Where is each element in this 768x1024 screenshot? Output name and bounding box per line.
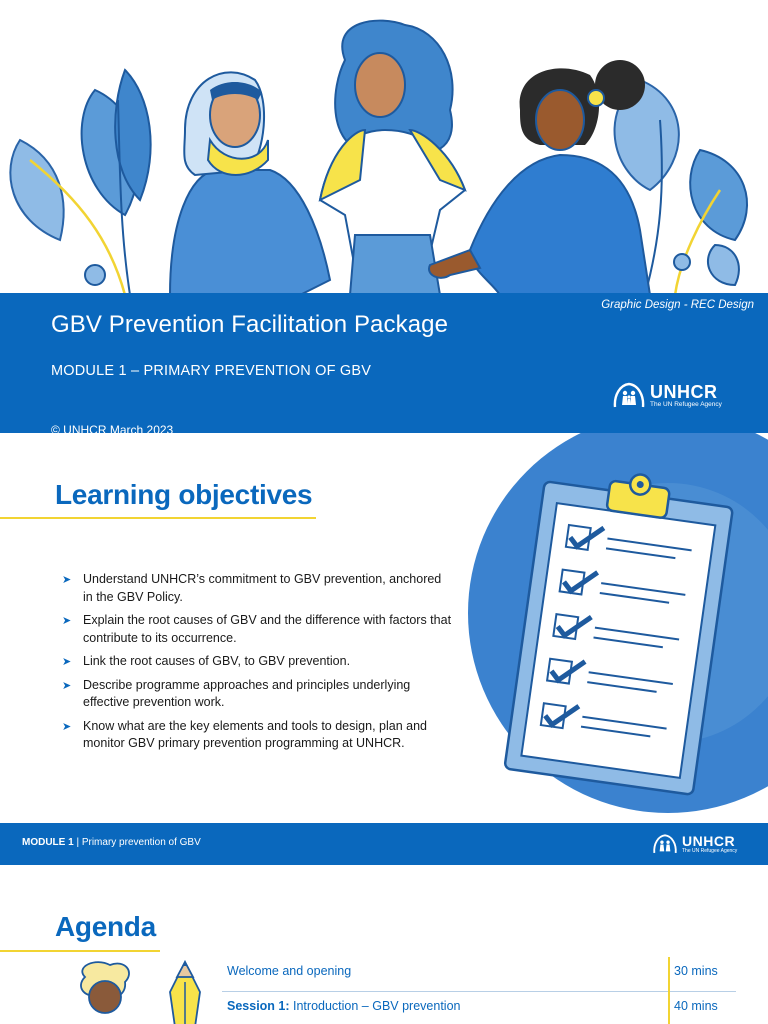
unhcr-logo (612, 381, 722, 411)
objective-text: Know what are the key elements and tools to design, plan and monitor GBV primary prevention programming at UNHCR. (83, 718, 427, 750)
agenda-slide (0, 865, 768, 1024)
objective-text: Link the root causes of GBV, to GBV prevention. (83, 654, 351, 668)
slide-title: Agenda (55, 911, 156, 942)
arrowhead-bullet-icon: ➤ (62, 678, 72, 692)
logo-tagline: The UN Refugee Agency (650, 400, 722, 408)
list-item (62, 653, 452, 671)
objectives-list (62, 571, 452, 759)
module-subtitle: MODULE 1 – PRIMARY PREVENTION OF GBV (51, 363, 372, 379)
unhcr-people-hands-icon (652, 833, 678, 856)
logo-tagline: The UN Refugee Agency (682, 848, 738, 854)
title-underline (0, 517, 316, 519)
women-illustration-icon (0, 0, 768, 295)
pencil-illustration-icon (55, 957, 215, 1024)
session-label: Introduction – GBV prevention (289, 999, 461, 1013)
logo-name: UNHCR (650, 381, 718, 402)
objective-text: Understand UNHCR’s commitment to GBV prevention, anchored in the GBV Policy. (83, 572, 442, 604)
clipboard-checklist-icon (468, 433, 768, 823)
agenda-item (227, 964, 351, 978)
agenda-table (222, 957, 736, 1024)
copyright-text: © UNHCR March 2023 (51, 423, 174, 433)
logo-name: UNHCR (682, 833, 736, 849)
design-credit: Graphic Design - REC Design (601, 299, 754, 311)
unhcr-people-hands-icon (612, 381, 646, 411)
cover-slide (0, 0, 768, 433)
arrowhead-bullet-icon: ➤ (62, 719, 72, 733)
list-item (62, 677, 452, 712)
session-prefix: Session 1: (227, 999, 290, 1013)
slide-title: Learning objectives (55, 479, 313, 510)
list-item (62, 571, 452, 606)
list-item (62, 718, 452, 753)
arrowhead-bullet-icon: ➤ (62, 655, 72, 668)
footer-module-label (22, 837, 201, 848)
column-divider (668, 992, 670, 1024)
arrowhead-bullet-icon: ➤ (62, 573, 72, 586)
column-divider (668, 957, 670, 992)
agenda-item (227, 999, 460, 1013)
unhcr-logo (652, 833, 737, 856)
agenda-duration: 40 mins (674, 999, 718, 1013)
objective-text: Explain the root causes of GBV and the difference with factors that contribute to its occurrence. (83, 613, 452, 645)
deck-title: GBV Prevention Facilitation Package (51, 311, 449, 338)
title-band (0, 293, 768, 433)
agenda-duration: 30 mins (674, 964, 718, 978)
table-row (222, 957, 736, 992)
slide-footer (0, 823, 768, 865)
table-row (222, 992, 736, 1024)
arrowhead-bullet-icon: ➤ (62, 614, 72, 627)
learning-objectives-slide (0, 433, 768, 865)
footer-separator: | (73, 837, 82, 848)
objective-text: Describe programme approaches and principles underlying effective prevention work. (83, 677, 411, 709)
list-item (62, 612, 452, 647)
footer-topic: Primary prevention of GBV (81, 837, 201, 848)
footer-module: MODULE 1 (22, 837, 74, 848)
title-underline (0, 950, 160, 952)
session-label: Welcome and opening (227, 964, 352, 978)
